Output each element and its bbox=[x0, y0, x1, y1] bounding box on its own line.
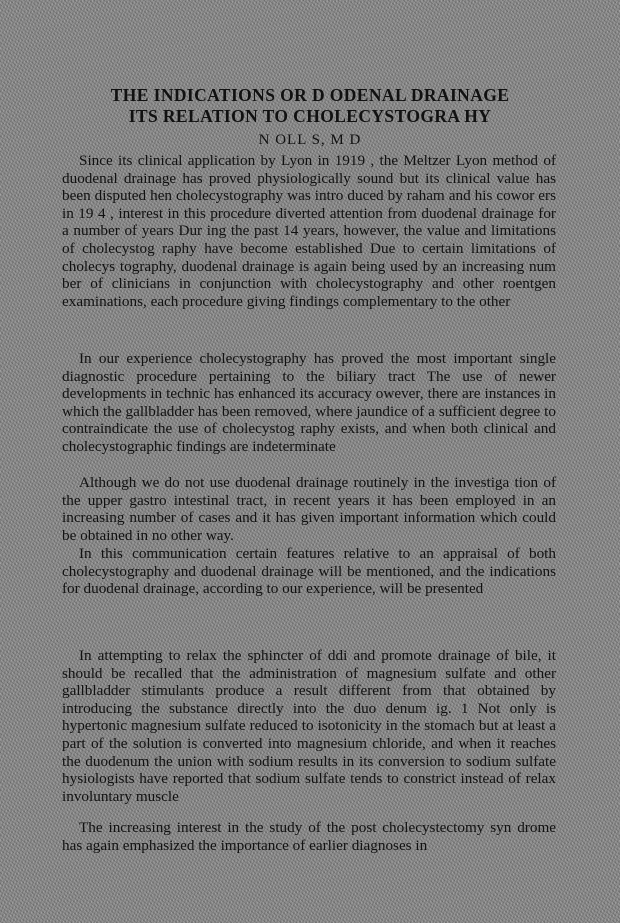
paragraph-text: In our experience cholecystography has proved the most important single diagnostic procedure pertaining to the biliary tract The use of newer developments in technic has enhanced its accuracy owever, there are instances in which the gallbladder has been removed, where jaundice of a sufficient degree to contraindicate the use of cholecystog raphy exists, and when both clinical and cholecystographic findings are indeterminate bbox=[62, 350, 556, 455]
author-byline: N OLL S, M D bbox=[258, 132, 362, 148]
paragraph-text: Although we do not use duodenal drainage routinely in the investiga tion of the upper gastro intestinal tract, in recent years it has been employed in an increasing number of cases and it has given important information which could be obtained in no other way. bbox=[62, 474, 556, 544]
paragraph-3 bbox=[62, 474, 556, 544]
paragraph-2 bbox=[62, 350, 556, 456]
title-line-1: THE INDICATIONS OR D ODENAL DRAINAGE bbox=[110, 85, 510, 105]
paragraph-text: Since its clinical application by Lyon in 1919 , the Meltzer Lyon method of duodenal drainage has proved physiologically sound but its clinical value has been disputed hen cholecystography was intro duced by raham and his cowor ers in 19 4 , interest in this procedure diverted attention from duodenal drainage for a number of years Dur ing the past 14 years, however, the value and limitations of cholecystog raphy have become established Due to certain limitations of cholecys tography, duodenal drainage is again being used by an increasing num ber of clinicians in conjunction with cholecystography and other roentgen examinations, each procedure giving findings complementary to the other bbox=[62, 152, 556, 310]
paragraph-1 bbox=[62, 152, 556, 310]
paragraph-5 bbox=[62, 647, 556, 805]
paragraph-text: In attempting to relax the sphincter of ddi and promote drainage of bile, it should be recalled that the administration of magnesium sulfate and other gallbladder stimulants produce a result different from that obtained by introducing the substance directly into the duo denum ig. 1 Not only is hypertonic magnesium sulfate reduced to isotonicity in the stomach but at least a part of the solution is converted into magnesium chloride, and when it reaches the duodenum the union with sodium results in its conversion to sodium sulfate hysiologists have reported that sodium sulfate tends to constrict instead of relax involuntary muscle bbox=[62, 647, 556, 805]
paragraph-text: The increasing interest in the study of the post cholecystectomy syn drome has again emphasized the importance of earlier diagnoses in bbox=[62, 819, 556, 854]
paragraph-text: In this communication certain features relative to an appraisal of both cholecystography and duodenal drainage will be mentioned, and the indications for duodenal drainage, according to our experience, will be presented bbox=[62, 545, 556, 598]
paragraph-4 bbox=[62, 545, 556, 598]
paragraph-6 bbox=[62, 819, 556, 854]
title-line-2: ITS RELATION TO CHOLECYSTOGRA HY bbox=[128, 106, 492, 126]
